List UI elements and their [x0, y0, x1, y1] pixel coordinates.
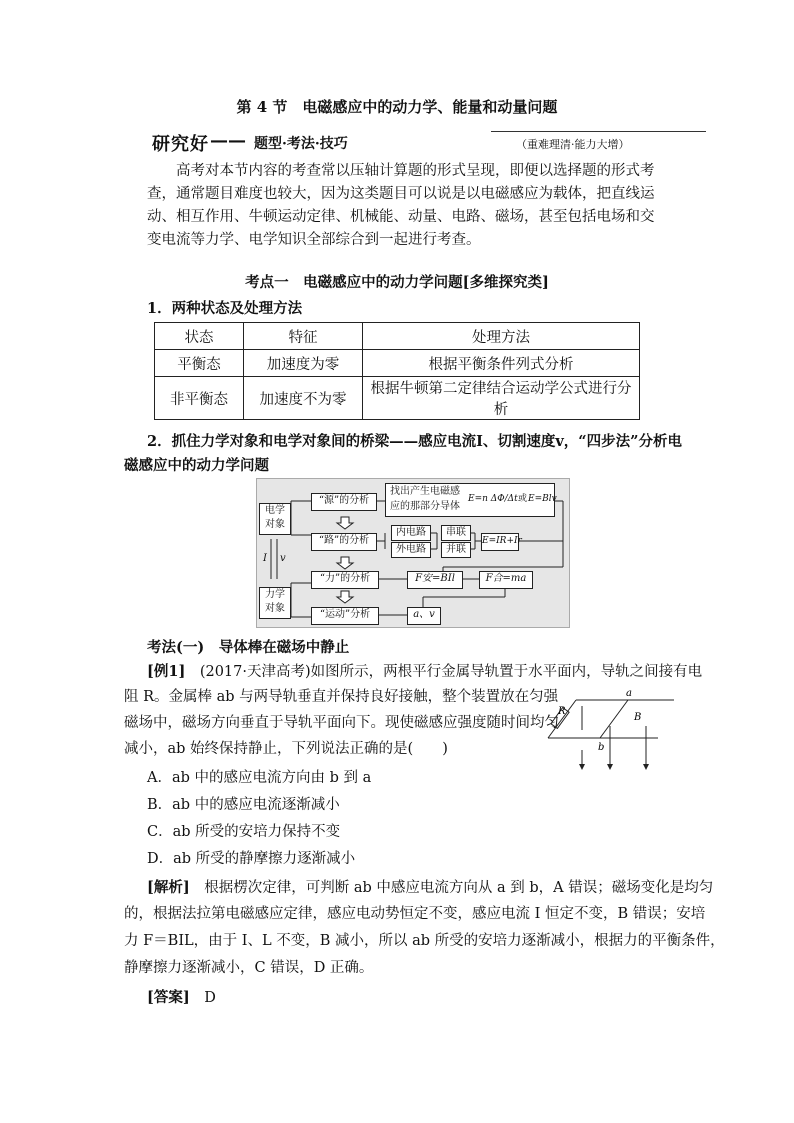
answer-label: [答案]	[147, 989, 190, 1006]
example-line4: 减小，ab 始终保持静止，下列说法正确的是( )	[124, 741, 448, 757]
table-header: 特征	[244, 323, 363, 350]
four-step-diagram	[256, 478, 570, 628]
states-table	[154, 322, 640, 420]
source-detail-box	[385, 483, 555, 517]
analysis-line4: 静摩擦力逐渐减小，C 错误，D 正确。	[124, 960, 374, 976]
table-cell: 根据平衡条件列式分析	[363, 350, 640, 377]
table-cell: 根据牛顿第二定律结合运动学公式进行分析	[363, 377, 640, 420]
banner-sub: 题型·考法·技巧	[254, 136, 348, 152]
diagram-i-label: I	[263, 553, 267, 564]
banner-dash: ——	[210, 130, 246, 151]
diagram-v-label: v	[280, 553, 286, 564]
analysis-text-1: 根据楞次定律，可判断 ab 中感应电流方向从 a 到 b，A 错误；磁场变化是均匀	[204, 880, 714, 896]
section-1-heading: 1．两种状态及处理方法	[147, 300, 303, 317]
analysis-line3: 力 F＝BIL，由于 I、L 不变，B 减小，所以 ab 所受的安培力逐渐减小，根据力的平衡条件，	[124, 933, 725, 949]
emf-formula-2: E=Blv	[528, 494, 557, 504]
option-c: C．ab 所受的安培力保持不变	[147, 824, 341, 840]
outer-circuit-box: 外电路	[391, 542, 431, 558]
source-desc-1: 找出产生电磁感	[390, 486, 460, 497]
fig-label-B: B	[634, 712, 642, 723]
analysis-line1	[147, 876, 713, 900]
table-cell: 平衡态	[155, 350, 244, 377]
answer-line	[147, 986, 216, 1010]
ampere-force-box: F安=BIl	[407, 571, 463, 589]
example-source: (2017·天津高考)	[199, 664, 311, 680]
table-row	[155, 377, 640, 420]
banner-divider	[491, 131, 706, 132]
accel-velocity-box: a、v	[407, 607, 441, 625]
intro-paragraph: 高考对本节内容的考查常以压轴计算题的形式呈现，即便以选择题的形式考查，通常题目难度也较大，因为这类题目可以说是以电磁感应为载体，把直线运动、相互作用、牛顿运动定律、机械能、动量、电路、磁场，甚至包括电场和交变电流等力学、电学知识全部综合到一起进行考查。	[147, 163, 655, 248]
example-line1	[147, 660, 702, 684]
table-header-row	[155, 323, 640, 350]
emf-or: 或	[518, 494, 528, 504]
example-text-1: 如图所示，两根平行金属导轨置于水平面内，导轨之间接有电	[310, 664, 703, 680]
rails-figure	[546, 686, 676, 772]
motion-analysis-box: “运动”分析	[311, 607, 379, 625]
parallel-box: 并联	[441, 542, 471, 558]
force-analysis-box: “力”的分析	[311, 571, 379, 589]
electric-object-box: 电学 对象	[259, 503, 291, 535]
option-b: B．ab 中的感应电流逐渐减小	[147, 797, 340, 813]
table-header: 处理方法	[363, 323, 640, 350]
option-a: A．ab 中的感应电流方向由 b 到 a	[147, 770, 372, 786]
newton-law-box: F合=ma	[479, 571, 533, 589]
kaodian-heading: 考点一 电磁感应中的动力学问题[多维探究类]	[245, 274, 549, 291]
fig-label-R: R	[558, 706, 566, 717]
table-cell: 加速度为零	[244, 350, 363, 377]
table-row	[155, 350, 640, 377]
table-cell: 加速度不为零	[244, 377, 363, 420]
analysis-label: [解析]	[147, 879, 190, 896]
page-title: 第 4 节 电磁感应中的动力学、能量和动量问题	[236, 98, 558, 116]
table-header: 状态	[155, 323, 244, 350]
analysis-line2: 的，根据法拉第电磁感应定律，感应电动势恒定不变，感应电流 I 恒定不变，B 错误；安培	[124, 906, 706, 922]
source-desc-2: 应的那部分导体	[390, 501, 460, 512]
circuit-equation-box: E=IR+Ir	[481, 533, 519, 551]
fig-label-b: b	[598, 742, 605, 753]
example-label: [例1]	[147, 663, 186, 680]
inner-circuit-box: 内电路	[391, 525, 431, 541]
answer-value: D	[204, 990, 216, 1006]
fig-label-a: a	[626, 688, 632, 699]
series-box: 串联	[441, 525, 471, 541]
emf-formula-1: E=n ΔΦ/Δt	[468, 494, 518, 504]
method-1-heading: 考法(一) 导体棒在磁场中静止	[147, 639, 350, 656]
example-line3: 磁场中，磁场方向垂直于导轨平面向下。现使磁感应强度随时间均匀	[124, 715, 559, 731]
source-analysis-box: “源”的分析	[311, 493, 377, 511]
banner-main: 研究好	[152, 134, 209, 155]
section-banner	[146, 128, 708, 154]
mechanical-object-box: 力学 对象	[259, 587, 291, 619]
option-d: D．ab 所受的静摩擦力逐渐减小	[147, 851, 356, 867]
example-line2: 阻 R。金属棒 ab 与两导轨垂直并保持良好接触，整个装置放在匀强	[124, 689, 559, 705]
section-2-line2: 磁感应中的动力学问题	[124, 457, 269, 474]
table-cell: 非平衡态	[155, 377, 244, 420]
circuit-analysis-box: “路”的分析	[311, 533, 377, 551]
banner-right: （重难理清·能力大增）	[516, 138, 630, 151]
section-2-line1: 2．抓住力学对象和电学对象间的桥梁——感应电流I、切割速度v，“四步法”分析电	[147, 433, 682, 450]
